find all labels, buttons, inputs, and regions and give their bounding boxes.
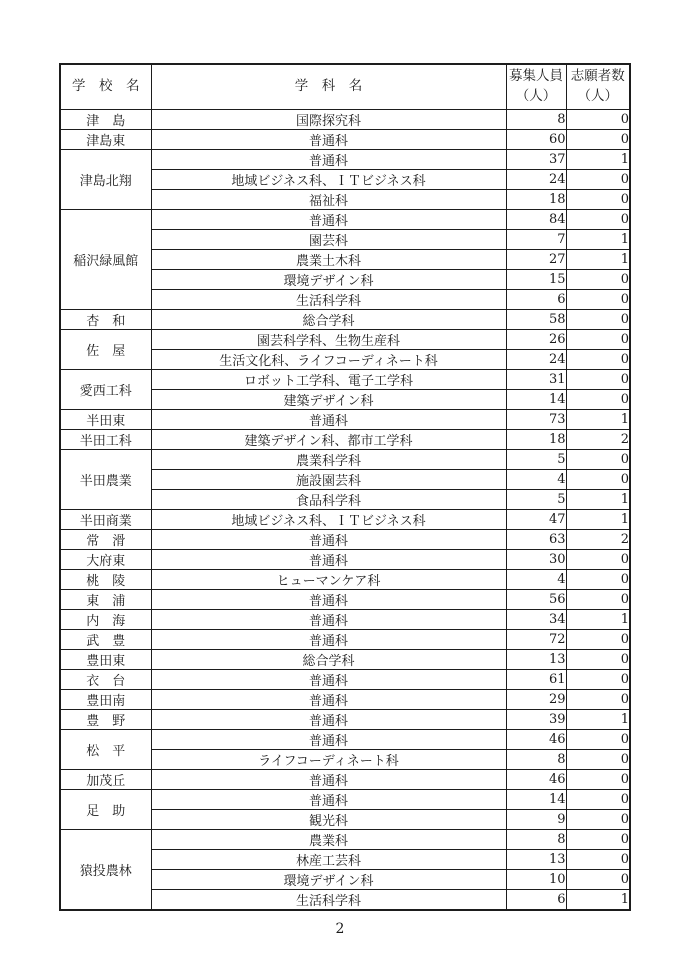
capacity-cell: 34 <box>506 610 566 630</box>
school-name-cell: 豊 野 <box>60 710 151 730</box>
applicants-cell: 0 <box>566 370 630 390</box>
department-cell: 総合学科 <box>151 650 506 670</box>
capacity-cell: 27 <box>506 250 566 270</box>
department-cell: 普通科 <box>151 150 506 170</box>
school-name-cell: 豊田南 <box>60 690 151 710</box>
capacity-cell: 5 <box>506 450 566 470</box>
department-cell: 普通科 <box>151 710 506 730</box>
applicants-cell: 0 <box>566 810 630 830</box>
header-school-name: 学 校 名 <box>60 64 151 110</box>
table-row <box>60 730 630 750</box>
applicants-cell: 0 <box>566 330 630 350</box>
header-row <box>60 64 630 110</box>
applicants-cell: 0 <box>566 450 630 470</box>
capacity-cell: 58 <box>506 310 566 330</box>
department-cell: 環境デザイン科 <box>151 270 506 290</box>
table-row <box>60 710 630 730</box>
school-name-cell: 半田工科 <box>60 430 151 450</box>
department-cell: 普通科 <box>151 670 506 690</box>
table-row <box>60 830 630 850</box>
school-name-cell: 桃 陵 <box>60 570 151 590</box>
department-cell: 普通科 <box>151 630 506 650</box>
capacity-cell: 8 <box>506 750 566 770</box>
recruitment-table <box>59 63 631 911</box>
department-cell: 普通科 <box>151 530 506 550</box>
department-cell: 園芸科 <box>151 230 506 250</box>
applicants-cell: 1 <box>566 250 630 270</box>
header-capacity-title: 募集人員 <box>509 68 563 85</box>
department-cell: 普通科 <box>151 730 506 750</box>
header-applicants-title: 志願者数 <box>570 68 625 85</box>
applicants-cell: 0 <box>566 630 630 650</box>
department-cell: 普通科 <box>151 410 506 430</box>
capacity-cell: 6 <box>506 890 566 911</box>
table-row <box>60 510 630 530</box>
capacity-cell: 4 <box>506 570 566 590</box>
department-cell: ライフコーディネート科 <box>151 750 506 770</box>
table-row <box>60 790 630 810</box>
applicants-cell: 1 <box>566 490 630 510</box>
school-name-cell: 佐 屋 <box>60 330 151 370</box>
applicants-cell: 1 <box>566 710 630 730</box>
applicants-cell: 0 <box>566 350 630 370</box>
department-cell: 地域ビジネス科、ＩＴビジネス科 <box>151 510 506 530</box>
applicants-cell: 0 <box>566 110 630 130</box>
department-cell: 食品科学科 <box>151 490 506 510</box>
school-name-cell: 東 浦 <box>60 590 151 610</box>
department-cell: 地域ビジネス科、ＩＴビジネス科 <box>151 170 506 190</box>
table-row <box>60 430 630 450</box>
header-capacity <box>506 64 566 110</box>
applicants-cell: 0 <box>566 190 630 210</box>
table-row <box>60 130 630 150</box>
capacity-cell: 15 <box>506 270 566 290</box>
applicants-cell: 1 <box>566 230 630 250</box>
school-name-cell: 半田農業 <box>60 450 151 510</box>
applicants-cell: 0 <box>566 750 630 770</box>
department-cell: 普通科 <box>151 590 506 610</box>
capacity-cell: 46 <box>506 730 566 750</box>
department-cell: 福祉科 <box>151 190 506 210</box>
school-name-cell: 杏 和 <box>60 310 151 330</box>
capacity-cell: 61 <box>506 670 566 690</box>
applicants-cell: 1 <box>566 150 630 170</box>
capacity-cell: 72 <box>506 630 566 650</box>
applicants-cell: 0 <box>566 550 630 570</box>
table-row <box>60 450 630 470</box>
applicants-cell: 0 <box>566 570 630 590</box>
department-cell: 園芸科学科、生物生産科 <box>151 330 506 350</box>
table-row <box>60 690 630 710</box>
applicants-cell: 0 <box>566 170 630 190</box>
department-cell: 普通科 <box>151 790 506 810</box>
applicants-cell: 0 <box>566 690 630 710</box>
school-name-cell: 豊田東 <box>60 650 151 670</box>
capacity-cell: 10 <box>506 870 566 890</box>
school-name-cell: 半田東 <box>60 410 151 430</box>
applicants-cell: 0 <box>566 830 630 850</box>
capacity-cell: 4 <box>506 470 566 490</box>
school-name-cell: 半田商業 <box>60 510 151 530</box>
department-cell: 施設園芸科 <box>151 470 506 490</box>
capacity-cell: 8 <box>506 110 566 130</box>
applicants-cell: 1 <box>566 510 630 530</box>
capacity-cell: 8 <box>506 830 566 850</box>
department-cell: 国際探究科 <box>151 110 506 130</box>
school-name-cell: 松 平 <box>60 730 151 770</box>
school-name-cell: 津島北翔 <box>60 150 151 210</box>
capacity-cell: 30 <box>506 550 566 570</box>
capacity-cell: 29 <box>506 690 566 710</box>
capacity-cell: 9 <box>506 810 566 830</box>
page-number: 2 <box>335 921 345 937</box>
capacity-cell: 13 <box>506 850 566 870</box>
table-row <box>60 150 630 170</box>
table-row <box>60 570 630 590</box>
applicants-cell: 0 <box>566 670 630 690</box>
table-row <box>60 370 630 390</box>
table-row <box>60 590 630 610</box>
capacity-cell: 24 <box>506 170 566 190</box>
department-cell: 農業科 <box>151 830 506 850</box>
department-cell: 普通科 <box>151 610 506 630</box>
department-cell: 普通科 <box>151 210 506 230</box>
capacity-cell: 6 <box>506 290 566 310</box>
capacity-cell: 46 <box>506 770 566 790</box>
header-applicants <box>566 64 630 110</box>
capacity-cell: 26 <box>506 330 566 350</box>
capacity-cell: 37 <box>506 150 566 170</box>
applicants-cell: 0 <box>566 730 630 750</box>
school-name-cell: 常 滑 <box>60 530 151 550</box>
capacity-cell: 73 <box>506 410 566 430</box>
applicants-cell: 0 <box>566 850 630 870</box>
department-cell: 生活文化科、ライフコーディネート科 <box>151 350 506 370</box>
department-cell: ロボット工学科、電子工学科 <box>151 370 506 390</box>
school-name-cell: 内 海 <box>60 610 151 630</box>
applicants-cell: 2 <box>566 530 630 550</box>
header-capacity-unit: （人） <box>515 88 557 104</box>
table-row <box>60 650 630 670</box>
table-row <box>60 110 630 130</box>
table-row <box>60 330 630 350</box>
department-cell: 建築デザイン科、都市工学科 <box>151 430 506 450</box>
table-row <box>60 670 630 690</box>
department-cell: 観光科 <box>151 810 506 830</box>
capacity-cell: 63 <box>506 530 566 550</box>
applicants-cell: 0 <box>566 470 630 490</box>
applicants-cell: 0 <box>566 130 630 150</box>
applicants-cell: 0 <box>566 310 630 330</box>
department-cell: 普通科 <box>151 550 506 570</box>
department-cell: 普通科 <box>151 770 506 790</box>
applicants-cell: 0 <box>566 790 630 810</box>
applicants-cell: 0 <box>566 870 630 890</box>
table-row <box>60 410 630 430</box>
department-cell: 生活科学科 <box>151 290 506 310</box>
school-name-cell: 大府東 <box>60 550 151 570</box>
capacity-cell: 14 <box>506 790 566 810</box>
department-cell: 環境デザイン科 <box>151 870 506 890</box>
applicants-cell: 1 <box>566 890 630 911</box>
table-row <box>60 610 630 630</box>
applicants-cell: 0 <box>566 270 630 290</box>
applicants-cell: 1 <box>566 410 630 430</box>
applicants-cell: 0 <box>566 650 630 670</box>
department-cell: 普通科 <box>151 130 506 150</box>
capacity-cell: 24 <box>506 350 566 370</box>
applicants-cell: 0 <box>566 590 630 610</box>
capacity-cell: 7 <box>506 230 566 250</box>
applicants-cell: 0 <box>566 390 630 410</box>
table-row <box>60 530 630 550</box>
table-row <box>60 630 630 650</box>
department-cell: 普通科 <box>151 690 506 710</box>
capacity-cell: 39 <box>506 710 566 730</box>
applicants-cell: 2 <box>566 430 630 450</box>
table-row <box>60 770 630 790</box>
school-name-cell: 津 島 <box>60 110 151 130</box>
capacity-cell: 14 <box>506 390 566 410</box>
department-cell: 農業土木科 <box>151 250 506 270</box>
department-cell: 総合学科 <box>151 310 506 330</box>
capacity-cell: 31 <box>506 370 566 390</box>
school-name-cell: 津島東 <box>60 130 151 150</box>
applicants-cell: 1 <box>566 610 630 630</box>
school-name-cell: 猿投農林 <box>60 830 151 911</box>
header-applicants-unit: （人） <box>577 88 618 104</box>
capacity-cell: 56 <box>506 590 566 610</box>
capacity-cell: 60 <box>506 130 566 150</box>
capacity-cell: 5 <box>506 490 566 510</box>
table-row <box>60 310 630 330</box>
school-name-cell: 愛西工科 <box>60 370 151 410</box>
header-department-name: 学 科 名 <box>151 64 506 110</box>
table-row <box>60 210 630 230</box>
capacity-cell: 13 <box>506 650 566 670</box>
applicants-cell: 0 <box>566 210 630 230</box>
department-cell: 林産工芸科 <box>151 850 506 870</box>
capacity-cell: 84 <box>506 210 566 230</box>
department-cell: 建築デザイン科 <box>151 390 506 410</box>
school-name-cell: 衣 台 <box>60 670 151 690</box>
department-cell: ヒューマンケア科 <box>151 570 506 590</box>
school-name-cell: 稲沢緑風館 <box>60 210 151 310</box>
applicants-cell: 0 <box>566 770 630 790</box>
capacity-cell: 18 <box>506 190 566 210</box>
school-name-cell: 武 豊 <box>60 630 151 650</box>
applicants-cell: 0 <box>566 290 630 310</box>
capacity-cell: 18 <box>506 430 566 450</box>
school-name-cell: 足 助 <box>60 790 151 830</box>
capacity-cell: 47 <box>506 510 566 530</box>
department-cell: 農業科学科 <box>151 450 506 470</box>
table-row <box>60 550 630 570</box>
department-cell: 生活科学科 <box>151 890 506 911</box>
school-name-cell: 加茂丘 <box>60 770 151 790</box>
